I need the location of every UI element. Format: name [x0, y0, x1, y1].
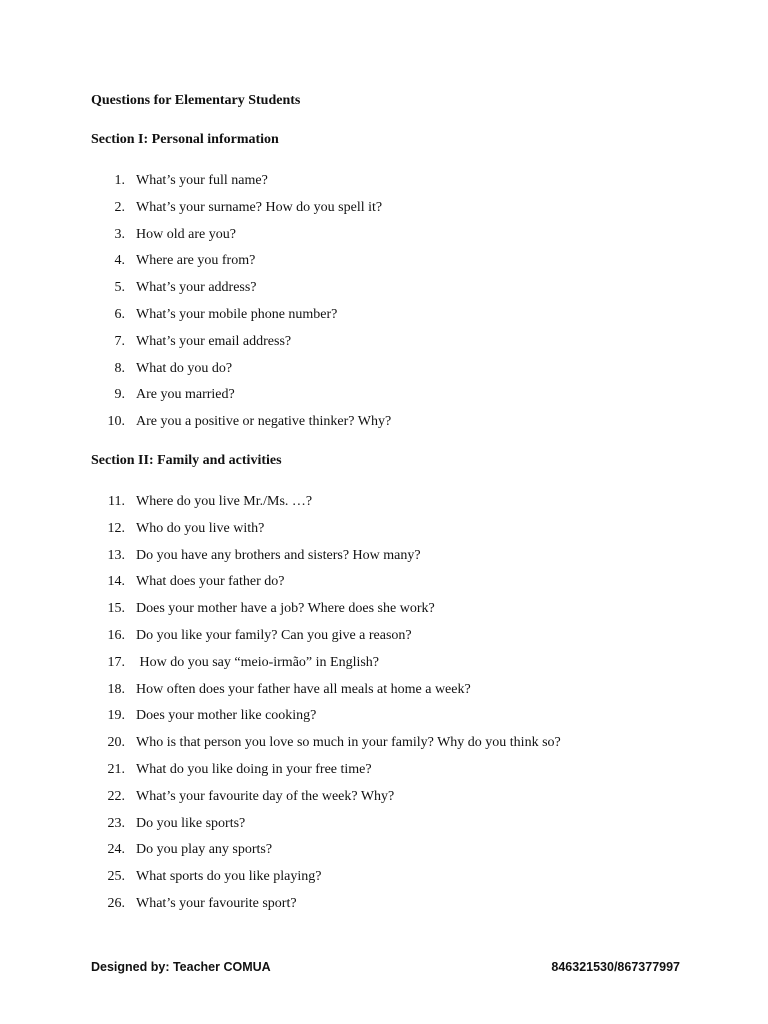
question-text: Who do you live with?: [136, 520, 265, 536]
question-number: 8.: [114, 360, 125, 376]
question-number: 4.: [114, 253, 125, 269]
question-number: 20.: [107, 735, 125, 751]
question-number: 9.: [114, 387, 125, 403]
question-text: Do you have any brothers and sisters? How many?: [136, 547, 421, 563]
question-number: 11.: [108, 494, 125, 509]
question-number: 25.: [107, 869, 125, 885]
question-text: What’s your address?: [136, 280, 257, 296]
question-number: 24.: [107, 842, 125, 858]
question-number: 10.: [107, 414, 125, 430]
question-text: Do you like sports?: [136, 815, 246, 831]
question-text: What’s your email address?: [136, 333, 292, 349]
question-text: What does your father do?: [136, 574, 285, 590]
question-number: 14.: [107, 574, 125, 590]
question-number: 22.: [107, 788, 125, 804]
question-text: What sports do you like playing?: [136, 869, 322, 885]
section-heading-family-and-activities: Section II: Family and activities: [91, 453, 282, 468]
question-number: 6.: [114, 307, 125, 322]
question-number: 12.: [107, 520, 125, 536]
question-number: 21.: [107, 762, 125, 777]
question-number: 26.: [107, 896, 125, 911]
question-text: How often does your father have all meals at home a week?: [136, 681, 471, 697]
question-number: 5.: [114, 280, 125, 296]
document-title: Questions for Elementary Students: [91, 93, 301, 108]
question-number: 15.: [107, 601, 125, 617]
question-text: What’s your full name?: [136, 173, 268, 188]
question-text: How do you say “meio-irmão” in English?: [136, 654, 380, 670]
question-number: 1.: [114, 173, 125, 188]
question-text: Where are you from?: [136, 253, 256, 269]
question-number: 23.: [107, 815, 125, 831]
question-text: What’s your favourite sport?: [136, 896, 297, 911]
section-heading-personal-information: Section I: Personal information: [91, 132, 279, 147]
question-number: 16.: [107, 628, 125, 643]
question-text: Who is that person you love so much in your family? Why do you think so?: [136, 735, 561, 751]
question-text: What do you do?: [136, 360, 233, 376]
question-text: Do you like your family? Can you give a reason?: [136, 628, 412, 643]
question-text: Where do you live Mr./Ms. …?: [136, 494, 313, 509]
footer-phone-numbers: 846321530/867377997: [551, 960, 680, 974]
footer-designer-credit: Designed by: Teacher COMUA: [91, 960, 271, 974]
question-text: Does your mother have a job? Where does she work?: [136, 601, 435, 617]
question-number: 3.: [114, 226, 125, 242]
question-number: 13.: [107, 547, 125, 563]
question-number: 2.: [114, 199, 125, 215]
question-number: 17.: [107, 654, 125, 670]
question-text: How old are you?: [136, 226, 236, 242]
question-number: 7.: [114, 333, 125, 349]
question-text: What’s your mobile phone number?: [136, 307, 338, 322]
question-text: Do you play any sports?: [136, 842, 273, 858]
question-text: Are you married?: [136, 387, 235, 403]
question-text: Are you a positive or negative thinker? Why?: [136, 414, 392, 430]
question-text: What do you like doing in your free time?: [136, 762, 372, 777]
question-number: 19.: [107, 708, 125, 724]
question-text: What’s your favourite day of the week? Why?: [136, 788, 395, 804]
question-number: 18.: [107, 681, 125, 697]
question-text: What’s your surname? How do you spell it?: [136, 199, 383, 215]
question-text: Does your mother like cooking?: [136, 708, 317, 724]
